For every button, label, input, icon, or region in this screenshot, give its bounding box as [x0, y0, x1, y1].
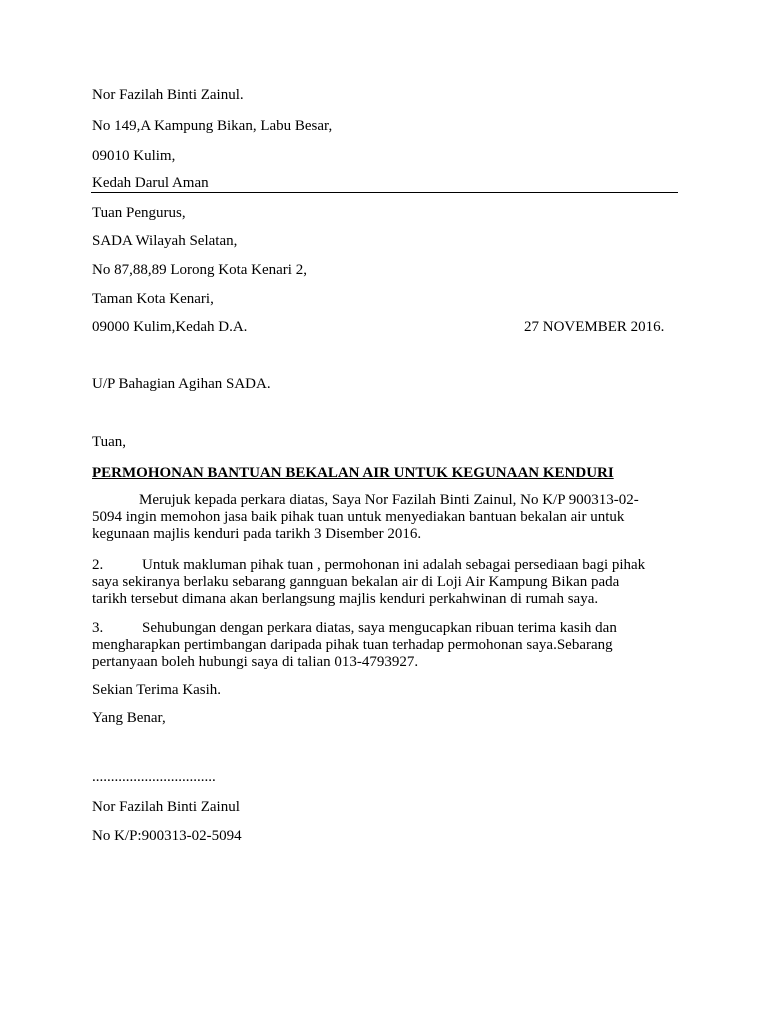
closing: Sekian Terima Kasih.: [92, 682, 222, 698]
recipient-title: Tuan Pengurus,: [92, 205, 186, 221]
paragraph-3: [92, 620, 674, 671]
recipient-org: SADA Wilayah Selatan,: [92, 233, 238, 249]
paragraph-1: [92, 492, 674, 543]
paragraph-2-line3: tarikh tersebut dimana akan berlangsung majlis kenduri perkahwinan di rumah saya.: [92, 591, 599, 607]
letter-date: 27 NOVEMBER 2016.: [524, 319, 665, 335]
signatory-name: Nor Fazilah Binti Zainul: [92, 799, 240, 815]
recipient-address-line2: Taman Kota Kenari,: [92, 291, 214, 307]
sign-off: Yang Benar,: [92, 710, 166, 726]
attention-line: U/P Bahagian Agihan SADA.: [92, 376, 271, 392]
signature-line: .................................: [92, 769, 216, 785]
sender-address-line3: Kedah Darul Aman: [92, 175, 209, 191]
recipient-address-line3: 09000 Kulim,Kedah D.A.: [92, 319, 248, 335]
paragraph-1-line1: Merujuk kepada perkara diatas, Saya Nor Fazilah Binti Zainul, No K/P 900313-02-: [139, 492, 639, 508]
paragraph-2: [92, 557, 674, 608]
paragraph-3-line2: mengharapkan pertimbangan daripada pihak tuan terhadap permohonan saya.Sebarang: [92, 637, 613, 653]
header-divider: [91, 192, 678, 193]
sender-name: Nor Fazilah Binti Zainul.: [92, 87, 244, 103]
sender-address-line2: 09010 Kulim,: [92, 148, 176, 164]
paragraph-3-number: 3.: [92, 620, 104, 636]
paragraph-2-line2: saya sekiranya berlaku sebarang gannguan bekalan air di Loji Air Kampung Bikan pada: [92, 574, 620, 590]
paragraph-2-line1: Untuk makluman pihak tuan , permohonan ini adalah sebagai persediaan bagi pihak: [142, 557, 646, 573]
letter-subject: PERMOHONAN BANTUAN BEKALAN AIR UNTUK KEGUNAAN KENDURI: [92, 465, 614, 481]
paragraph-1-line3: kegunaan majlis kenduri pada tarikh 3 Disember 2016.: [92, 526, 422, 542]
signatory-ic: No K/P:900313-02-5094: [92, 828, 242, 844]
paragraph-3-line1: Sehubungan dengan perkara diatas, saya mengucapkan ribuan terima kasih dan: [142, 620, 617, 636]
salutation: Tuan,: [92, 434, 127, 450]
paragraph-1-line2: 5094 ingin memohon jasa baik pihak tuan untuk menyediakan bantuan bekalan air untuk: [92, 509, 625, 525]
sender-address-line1: No 149,A Kampung Bikan, Labu Besar,: [92, 118, 333, 134]
paragraph-3-line3: pertanyaan boleh hubungi saya di talian 013-4793927.: [92, 654, 419, 670]
paragraph-2-number: 2.: [92, 557, 104, 573]
recipient-address-line1: No 87,88,89 Lorong Kota Kenari 2,: [92, 262, 307, 278]
